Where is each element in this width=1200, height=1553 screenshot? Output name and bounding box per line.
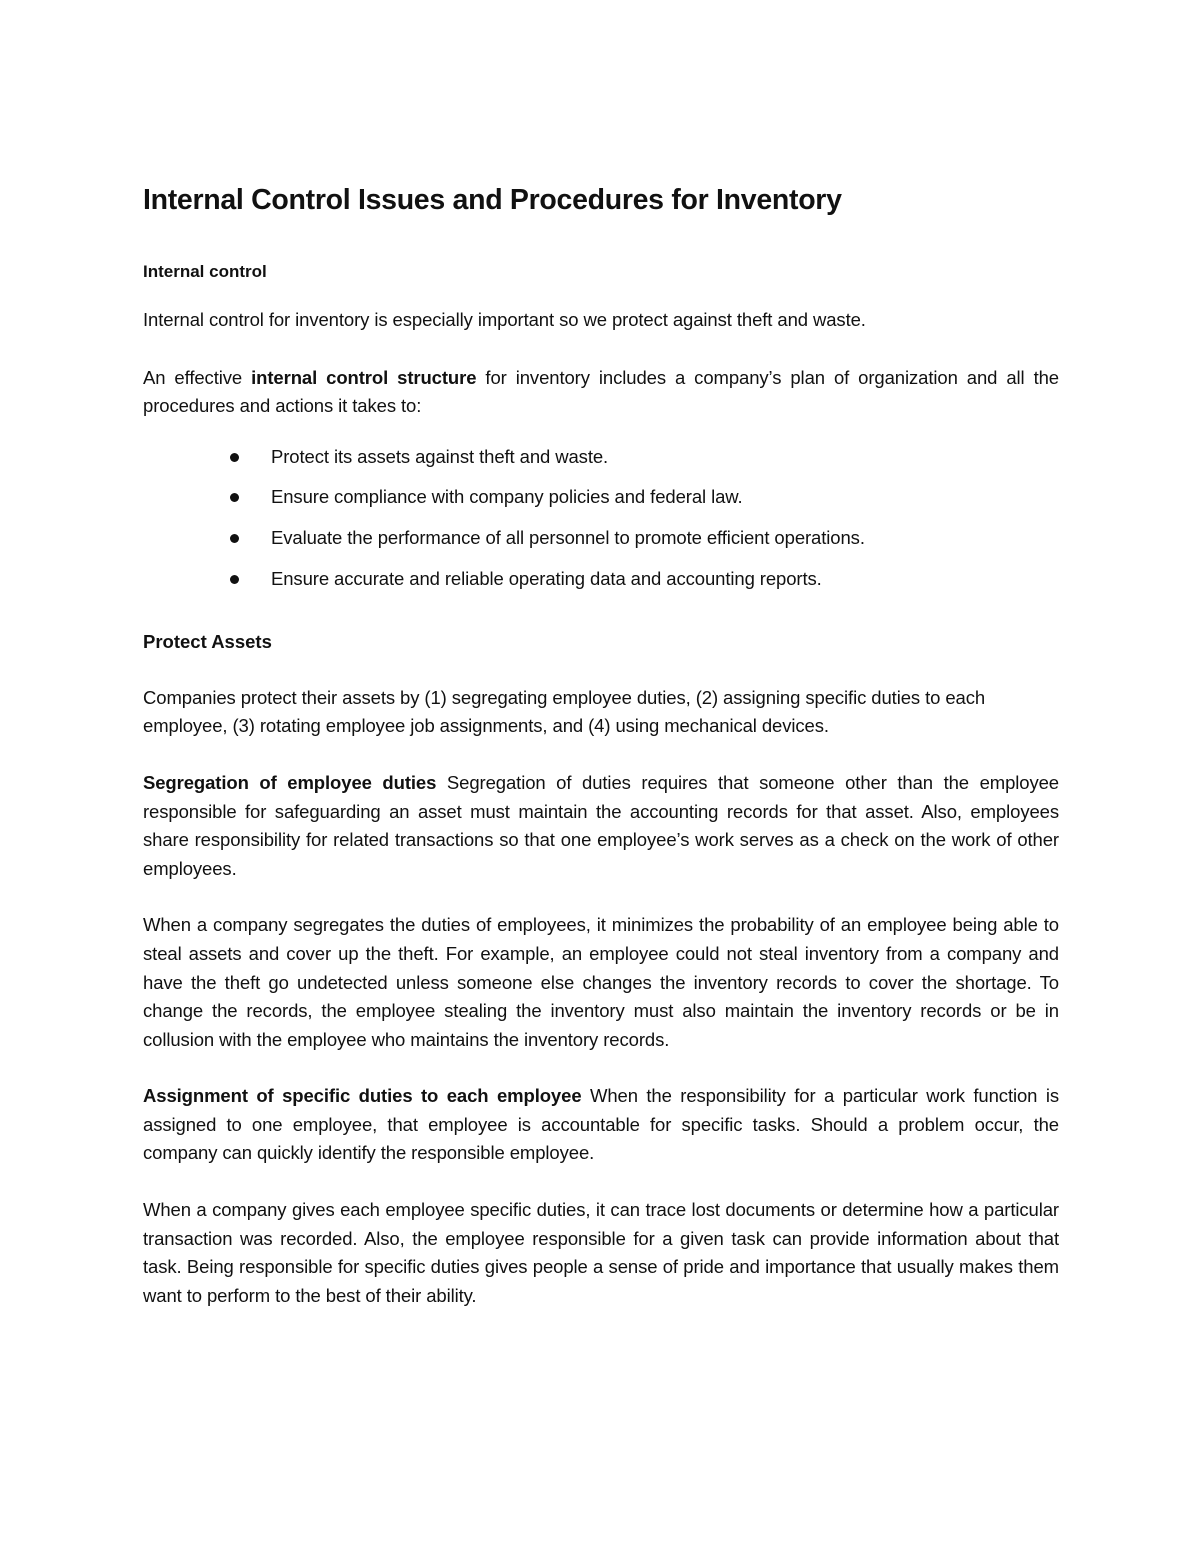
protect-assets-heading: Protect Assets — [143, 631, 272, 653]
segregation-paragraph-2: When a company segregates the duties of employees, it minimizes the probability of an employee being able to steal assets and cover up the theft. For example, an employee could not steal inventory from a company and have the theft go undetected unless someone else changes the inventory records to cover the shortage. To change the records, the employee stealing the inventory must also maintain the inventory records or be in collusion with the employee who maintains the inventory records. — [143, 914, 1059, 1050]
structure-rest: for inventory includes a company’s plan of organization and all the procedures and actions it takes to: — [143, 366, 1059, 417]
list-item: Ensure accurate and reliable operating data and accounting reports. — [143, 565, 1059, 594]
structure-bold-term: internal control structure — [251, 366, 477, 388]
structure-lead: An effective — [143, 366, 252, 388]
intro-paragraph: Internal control for inventory is especially important so we protect against theft and waste. — [143, 309, 866, 330]
protect-assets-paragraph: Companies protect their assets by (1) segregating employee duties, (2) assigning specific duties to each employee, (3) rotating employee job assignments, and (4) using mechanical devices. — [143, 686, 986, 737]
segregation-paragraph — [143, 769, 1059, 883]
section-subheading: Internal control — [143, 262, 267, 281]
assignment-paragraph — [143, 1082, 1059, 1168]
bullet-icon — [230, 534, 239, 543]
list-item: Ensure compliance with company policies and federal law. — [143, 483, 1059, 512]
bullet-icon — [230, 575, 239, 584]
document-page — [143, 178, 1059, 1310]
objectives-list — [143, 443, 1059, 593]
segregation-rest: Segregation of duties requires that someone other than the employee responsible for safeguarding an asset must maintain the accounting records for that asset. Also, employees share responsibility for related transactions so that one employee’s work serves as a check on the work of other employees. — [143, 771, 1059, 879]
structure-paragraph — [143, 364, 1059, 421]
bullet-icon — [230, 453, 239, 462]
segregation-bold-term: Segregation of employee duties — [143, 771, 437, 793]
bullet-icon — [230, 493, 239, 502]
assignment-bold-term: Assignment of specific duties to each employee — [143, 1085, 582, 1107]
assignment-paragraph-2: When a company gives each employee specific duties, it can trace lost documents or determine how a particular transaction was recorded. Also, the employee responsible for a given task can provide information about that task. Being responsible for specific duties gives people a sense of pride and importance that usually makes them want to perform to the best of their ability. — [143, 1199, 1059, 1306]
document-title: Internal Control Issues and Procedures for Inventory — [143, 184, 842, 216]
list-item: Evaluate the performance of all personnel to promote efficient operations. — [143, 524, 1059, 553]
assignment-rest: When the responsibility for a particular work function is assigned to one employee, that employee is accountable for specific tasks. Should a problem occur, the company can quickly identify the responsible employee. — [143, 1085, 1059, 1164]
list-item: Protect its assets against theft and waste. — [143, 443, 1059, 472]
